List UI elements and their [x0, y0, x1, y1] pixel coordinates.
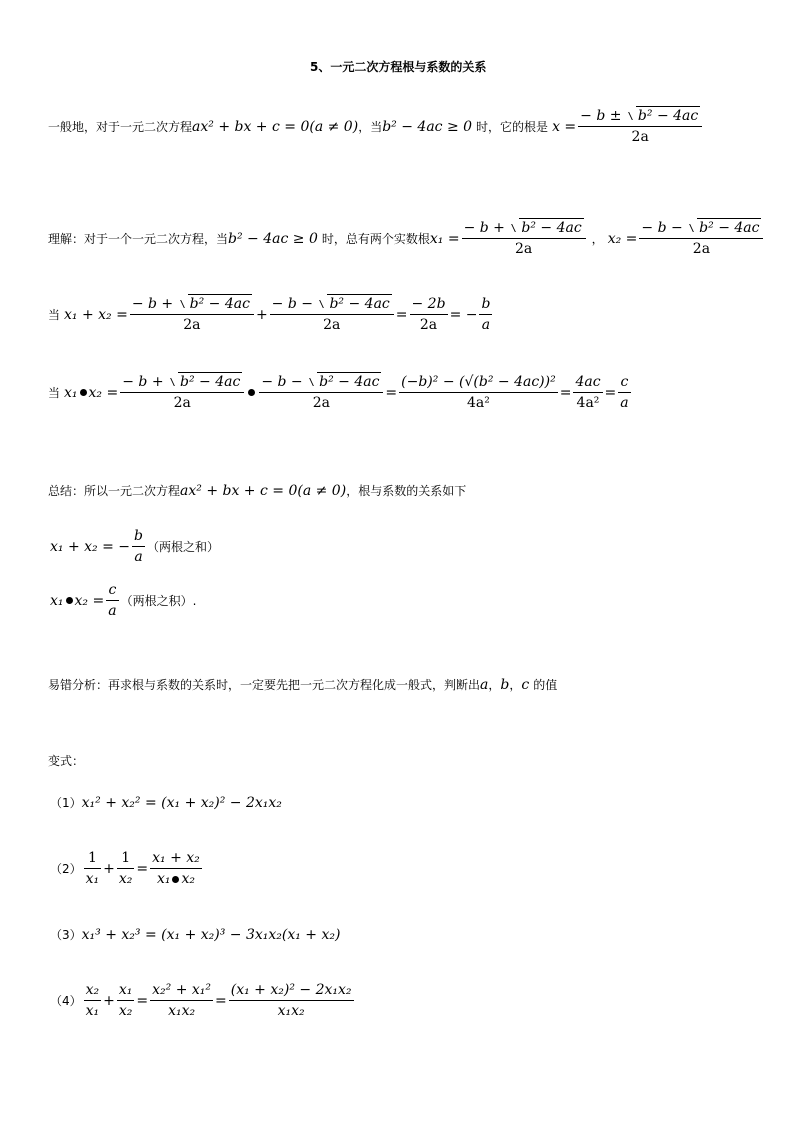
summary-lead: 总结：所以一元二次方程 [48, 484, 181, 498]
prod-x2-eq: x₂ = [88, 384, 119, 401]
v2-n3: x₁ + x₂ [150, 848, 202, 869]
radicand: b² − 4ac [637, 108, 699, 124]
sqrt-symbol [307, 372, 381, 392]
error-sep2: ， [509, 678, 522, 692]
v4-d3: x₁x₂ [168, 1003, 196, 1019]
prod-x1: x₁ [64, 384, 78, 401]
v2-frac-1 [84, 848, 102, 889]
rel1-lhs: x₁ + x₂ = − [50, 538, 131, 555]
error-lead: 易错分析：再求根与系数的关系时，一定要先把一元二次方程化成一般式，判断出 [48, 678, 481, 692]
p1-mid: ，当 [358, 120, 383, 134]
prod-f4-den: 4a² [576, 395, 600, 411]
prod-f2-pre: − b − [261, 374, 303, 390]
sum-f3-den: 2a [419, 317, 438, 333]
sum-f2-den: 2a [323, 317, 341, 333]
v4-n2: x₁ [117, 980, 135, 1001]
radicand: b² − 4ac [180, 374, 241, 390]
bullet-dot-icon [248, 389, 255, 396]
error-sep1: ， [488, 678, 501, 692]
product-relation [50, 580, 196, 621]
sum-f2-pre: − b − [271, 296, 313, 312]
p3-lead: 当 [48, 308, 61, 322]
v2-d3a: x₁ [156, 871, 171, 887]
prod-f4-num: 4ac [573, 372, 602, 393]
sqrt-symbol [626, 106, 700, 126]
v2-d3b: x₂ [181, 871, 195, 887]
prod-f1-den: 2a [173, 395, 191, 411]
sum-f3-num: − 2b [410, 294, 448, 315]
rel2-x1: x₁ [50, 592, 64, 609]
v4-n1: x₂ [84, 980, 102, 1001]
prod-f5-den: a [620, 395, 629, 411]
v1-expression: x₁² + x₂² = (x₁ + x₂)² − 2x₁x₂ [81, 794, 282, 811]
rel1-frac [132, 526, 145, 567]
x2-num-pre: − b − [641, 220, 683, 236]
radicand: b² − 4ac [189, 296, 250, 312]
x2-lhs: x₂ = [607, 230, 638, 247]
equals-neg: = − [449, 306, 478, 323]
p4-lead: 当 [48, 386, 61, 400]
plus-sign: + [103, 860, 115, 877]
root-fraction [578, 106, 702, 147]
rel1-num: b [132, 526, 145, 547]
prod-f3-num: (−b)² − (√(b² − 4ac))² [399, 372, 558, 393]
v2-d2: x₂ [118, 871, 133, 887]
v2-frac-3 [150, 848, 202, 889]
sum-frac-4 [479, 294, 492, 335]
p1-tail: 时，它的根是 [476, 120, 549, 134]
equals-sign: = [385, 384, 398, 401]
rel2-num: c [106, 580, 118, 601]
rel2-note: （两根之积）. [120, 594, 197, 608]
v4-d4: x₁x₂ [277, 1003, 305, 1019]
root-den: 2a [631, 129, 649, 145]
sum-derivation-line [48, 294, 494, 335]
summary-equation: ax² + bx + c = 0(a ≠ 0) [180, 482, 347, 499]
equals-sign: = [604, 384, 617, 401]
v4-frac-2 [117, 980, 135, 1021]
error-analysis-line [48, 676, 557, 693]
plus-sign: + [103, 992, 115, 1009]
v1-index: （1） [50, 796, 82, 810]
sum-f4-num: b [479, 294, 492, 315]
bullet-dot-icon [80, 389, 87, 396]
v4-n3: x₂² + x₁² [150, 980, 213, 1001]
v4-index: （4） [50, 994, 82, 1008]
error-tail: 的值 [533, 678, 558, 692]
sum-frac-2 [270, 294, 394, 335]
sqrt-symbol [317, 294, 391, 314]
root-num-pre: − b ± [580, 108, 622, 124]
variant-1 [50, 794, 282, 811]
rel2-rhs: x₂ = [74, 592, 105, 609]
sum-f1-pre: − b + [131, 296, 174, 312]
sum-frac-3 [410, 294, 448, 335]
quadratic-formula-line [48, 106, 704, 147]
sum-f1-den: 2a [183, 317, 201, 333]
prod-frac-1 [120, 372, 244, 413]
v2-n1: 1 [84, 848, 102, 869]
bullet-dot-icon [172, 876, 179, 883]
product-derivation-line [48, 372, 633, 413]
v4-frac-3 [150, 980, 213, 1021]
understanding-line [48, 218, 765, 259]
x1-num-pre: − b + [463, 220, 505, 236]
sqrt-symbol [178, 294, 252, 314]
equals-sign: = [136, 860, 149, 877]
rel2-frac [106, 580, 118, 621]
v3-expression: x₁³ + x₂³ = (x₁ + x₂)³ − 3x₁x₂(x₁ + x₂) [81, 926, 341, 943]
radicand: b² − 4ac [699, 220, 760, 236]
prod-f3-den: 4a² [466, 395, 490, 411]
summary-tail: ，根与系数的关系如下 [346, 484, 467, 498]
sqrt-symbol [509, 218, 583, 238]
v3-index: （3） [50, 928, 82, 942]
v2-n2: 1 [117, 848, 135, 869]
error-c: c [521, 676, 530, 693]
p1-equation: ax² + bx + c = 0(a ≠ 0) [192, 118, 359, 135]
x2-den: 2a [692, 241, 711, 257]
v2-index: （2） [50, 862, 82, 876]
error-a: a [480, 676, 489, 693]
plus-sign: + [255, 306, 268, 323]
x1-lhs: x₁ = [429, 230, 460, 247]
rel2-den: a [108, 603, 117, 619]
equals-sign: = [559, 384, 572, 401]
p2-lead: 理解：对于一个一元二次方程，当 [48, 232, 229, 246]
variant-4 [50, 980, 356, 1021]
page-title: 5、一元二次方程根与系数的关系 [310, 60, 487, 74]
prod-frac-5 [618, 372, 630, 413]
radicand: b² − 4ac [329, 296, 390, 312]
x2-fraction [639, 218, 763, 259]
prod-frac-3 [399, 372, 558, 413]
sum-relation [50, 526, 219, 567]
v4-frac-1 [84, 980, 102, 1021]
variant-label: 变式： [48, 754, 85, 768]
v2-frac-2 [117, 848, 135, 889]
equals-sign: = [395, 306, 408, 323]
p2-condition: b² − 4ac ≥ 0 [228, 230, 318, 247]
sum-lhs: x₁ + x₂ = [64, 306, 128, 323]
sqrt-symbol [168, 372, 242, 392]
prod-frac-4 [573, 372, 602, 413]
radicand: b² − 4ac [521, 220, 582, 236]
p2-sep: ， [591, 232, 604, 246]
prod-f2-den: 2a [312, 395, 330, 411]
rel1-den: a [134, 549, 143, 565]
sum-frac-1 [130, 294, 254, 335]
radicand: b² − 4ac [319, 374, 380, 390]
rel1-note: （两根之和） [146, 540, 219, 554]
sqrt-symbol [687, 218, 761, 238]
v2-d1: x₁ [85, 871, 100, 887]
v4-d2: x₂ [118, 1003, 133, 1019]
prod-f5-num: c [618, 372, 630, 393]
sum-f4-den: a [481, 317, 491, 333]
v4-d1: x₁ [85, 1003, 100, 1019]
p1-condition: b² − 4ac ≥ 0 [382, 118, 473, 135]
error-b: b [500, 676, 510, 693]
bullet-dot-icon [66, 597, 73, 604]
equals-sign: = [215, 992, 227, 1009]
p1-root-lhs: x = [552, 118, 577, 135]
prod-f1-pre: − b + [122, 374, 164, 390]
variant-3 [50, 926, 340, 943]
summary-line [48, 482, 466, 499]
variant-2 [50, 848, 204, 889]
p2-mid: 时，总有两个实数根 [321, 232, 430, 246]
v4-frac-4 [229, 980, 354, 1021]
equals-sign: = [136, 992, 149, 1009]
p1-lead: 一般地，对于一元二次方程 [48, 120, 193, 134]
v4-n4: (x₁ + x₂)² − 2x₁x₂ [229, 980, 354, 1001]
x1-den: 2a [514, 241, 533, 257]
x1-fraction [462, 218, 586, 259]
prod-frac-2 [259, 372, 383, 413]
